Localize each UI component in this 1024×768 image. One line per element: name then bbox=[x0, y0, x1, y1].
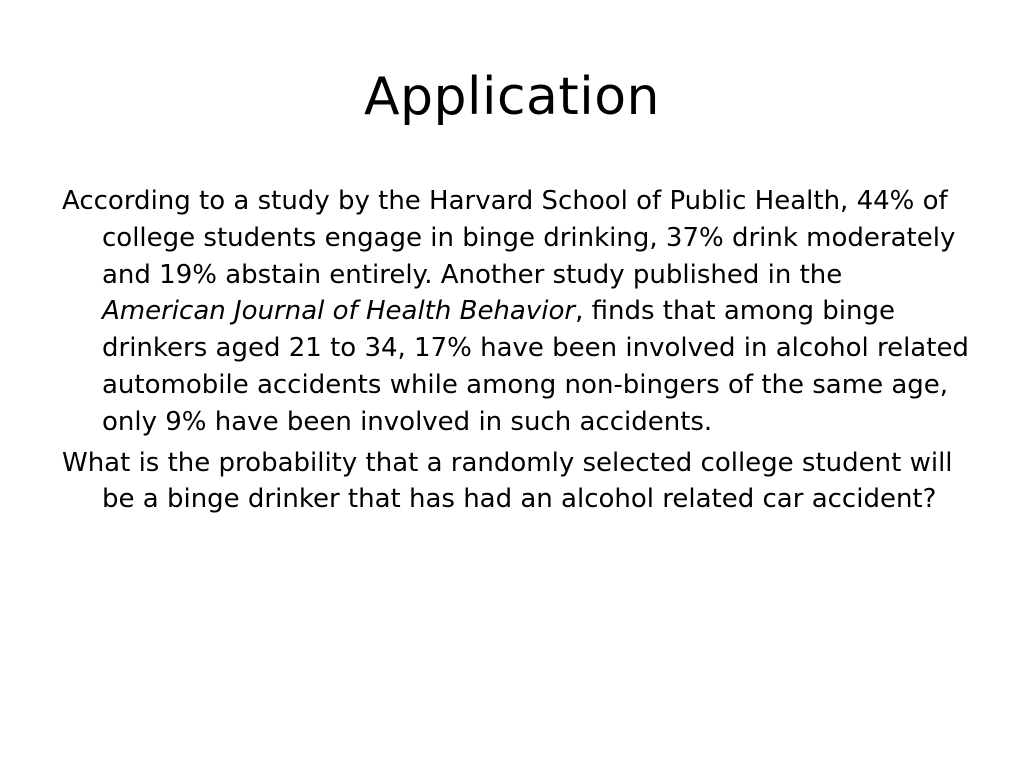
slide-body bbox=[62, 183, 972, 522]
paragraph-study-description bbox=[62, 183, 972, 441]
paragraph-text-before: According to a study by the Harvard School of Public Health, 44% of college students engage in binge drinking, 37% drink moderately and 19% abstain entirely. Another study published in the bbox=[62, 186, 956, 290]
paragraph-text-after: , finds that among binge drinkers aged 21 to 34, 17% have been involved in alcohol related automobile accidents while among non-bingers of the same age, only 9% have been involved in such accidents. bbox=[102, 296, 969, 437]
journal-name: American Journal of Health Behavior bbox=[102, 296, 576, 327]
slide-title: Application bbox=[363, 67, 661, 127]
question-text: What is the probability that a randomly selected college student will be a binge drinker that has had an alcohol related car accident? bbox=[62, 447, 953, 515]
paragraph-question bbox=[62, 445, 972, 519]
